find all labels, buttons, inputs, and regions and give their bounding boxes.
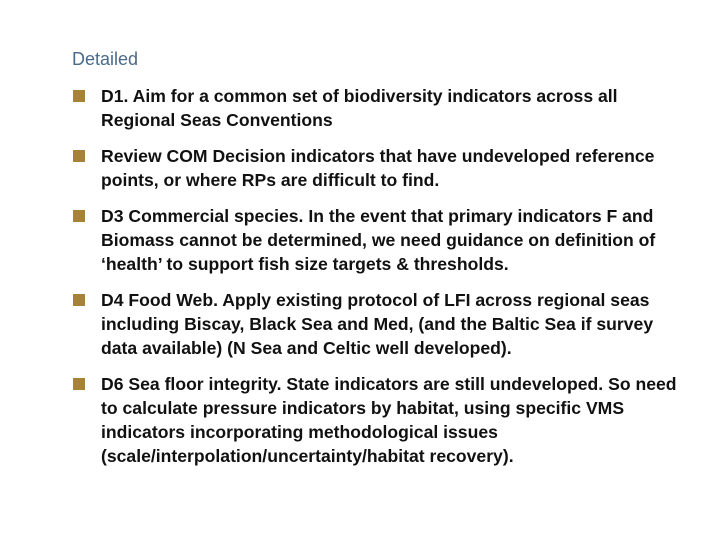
- slide-heading: Detailed: [72, 49, 139, 69]
- square-bullet-icon: [73, 294, 85, 306]
- bullet-text: D4 Food Web. Apply existing protocol of LFI across regional seas including Biscay, Black Sea and Med, (and the Baltic Sea if survey data available) (N Sea and Celtic well developed).: [101, 290, 654, 358]
- bullet-text: D6 Sea floor integrity. State indicators are still undeveloped. So need to calculate pressure indicators by habitat, using specific VMS indicators incorporating methodological issues (scale/interpolation/uncertainty/habitat recovery).: [101, 374, 677, 466]
- square-bullet-icon: [73, 90, 85, 102]
- bullet-item-d3: [72, 204, 692, 276]
- square-bullet-icon: [73, 150, 85, 162]
- bullet-text: D1. Aim for a common set of biodiversity indicators across all Regional Seas Conventions: [101, 86, 618, 130]
- bullet-item-d4: [72, 288, 692, 360]
- bullet-item-d1: [72, 84, 692, 132]
- bullet-text: D3 Commercial species. In the event that primary indicators F and Biomass cannot be determined, we need guidance on definition of ‘health’ to support fish size targets & thresholds.: [101, 206, 656, 274]
- bullet-item-d6: [72, 372, 692, 468]
- square-bullet-icon: [73, 210, 85, 222]
- square-bullet-icon: [73, 378, 85, 390]
- bullet-item-review-com: [72, 144, 692, 192]
- bullet-list: [72, 84, 692, 468]
- bullet-text: Review COM Decision indicators that have undeveloped reference points, or where RPs are difficult to find.: [101, 146, 655, 190]
